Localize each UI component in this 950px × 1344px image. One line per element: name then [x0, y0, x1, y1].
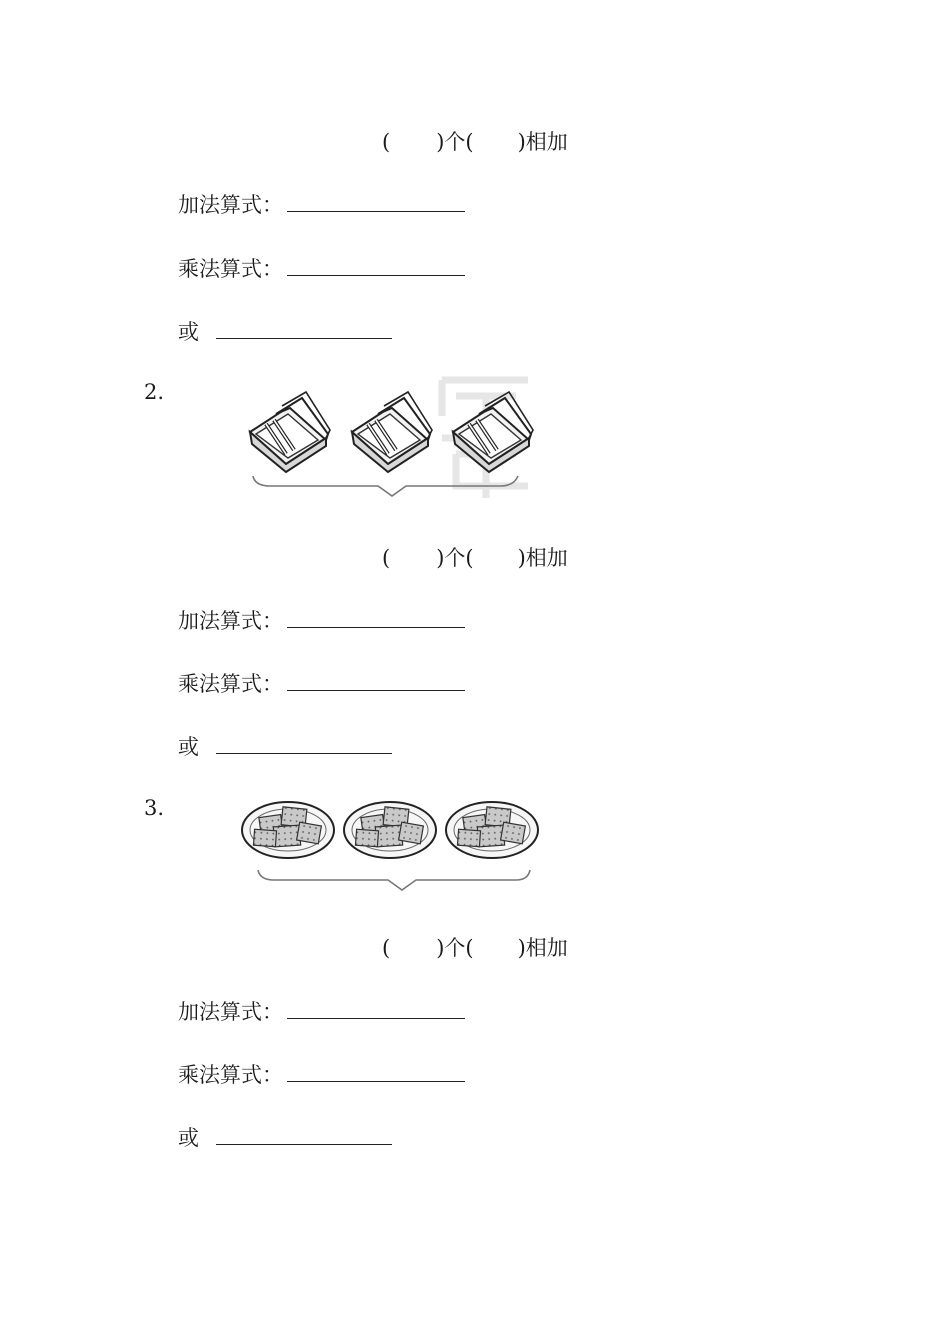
or-label: 或 [178, 1126, 199, 1150]
or-answer-blank[interactable] [216, 752, 392, 754]
cracker-plate-icon [242, 802, 334, 858]
ge-mid: )个( [436, 936, 474, 960]
multiplication-row-1 [178, 253, 465, 283]
cracker-plate-group [238, 798, 540, 894]
addition-row-3 [178, 996, 465, 1026]
problem-number: 3. [144, 796, 165, 820]
multiplication-label: 乘法算式： [178, 1063, 283, 1087]
multiplication-answer-blank[interactable] [287, 689, 465, 691]
groups-added-line-3 [382, 932, 568, 962]
multiplication-label: 乘法算式： [178, 257, 283, 281]
open-paren: ( [382, 936, 391, 960]
tail: )相加 [517, 936, 568, 960]
ge-mid: )个( [436, 546, 474, 570]
or-label: 或 [178, 735, 199, 759]
or-row-1 [178, 316, 392, 346]
group-brace [258, 870, 530, 890]
pencil-case-icon [250, 392, 330, 472]
pencil-case-group [246, 384, 536, 500]
multiplication-row-2 [178, 668, 465, 698]
addition-label: 加法算式： [178, 609, 283, 633]
group-brace [253, 476, 518, 496]
open-paren: ( [382, 546, 391, 570]
or-answer-blank[interactable] [216, 337, 392, 339]
groups-added-line-2 [382, 542, 568, 572]
multiplication-label: 乘法算式： [178, 672, 283, 696]
or-answer-blank[interactable] [216, 1143, 392, 1145]
addition-row-2 [178, 605, 465, 635]
tail: )相加 [517, 546, 568, 570]
addition-label: 加法算式： [178, 193, 283, 217]
or-row-3 [178, 1122, 392, 1152]
tail: )相加 [517, 130, 568, 154]
multiplication-answer-blank[interactable] [287, 274, 465, 276]
problem-number: 2. [144, 380, 165, 404]
or-row-2 [178, 731, 392, 761]
multiplication-row-3 [178, 1059, 465, 1089]
pencil-case-icon [352, 392, 432, 472]
cracker-plate-icon [344, 802, 436, 858]
addition-answer-blank[interactable] [287, 626, 465, 628]
open-paren: ( [382, 130, 391, 154]
addition-answer-blank[interactable] [287, 210, 465, 212]
or-label: 或 [178, 320, 199, 344]
multiplication-answer-blank[interactable] [287, 1080, 465, 1082]
addition-answer-blank[interactable] [287, 1017, 465, 1019]
addition-row-1 [178, 189, 465, 219]
pencil-case-icon [453, 392, 533, 472]
groups-added-line-1 [382, 126, 568, 156]
ge-mid: )个( [436, 130, 474, 154]
cracker-plate-icon [446, 802, 538, 858]
addition-label: 加法算式： [178, 1000, 283, 1024]
